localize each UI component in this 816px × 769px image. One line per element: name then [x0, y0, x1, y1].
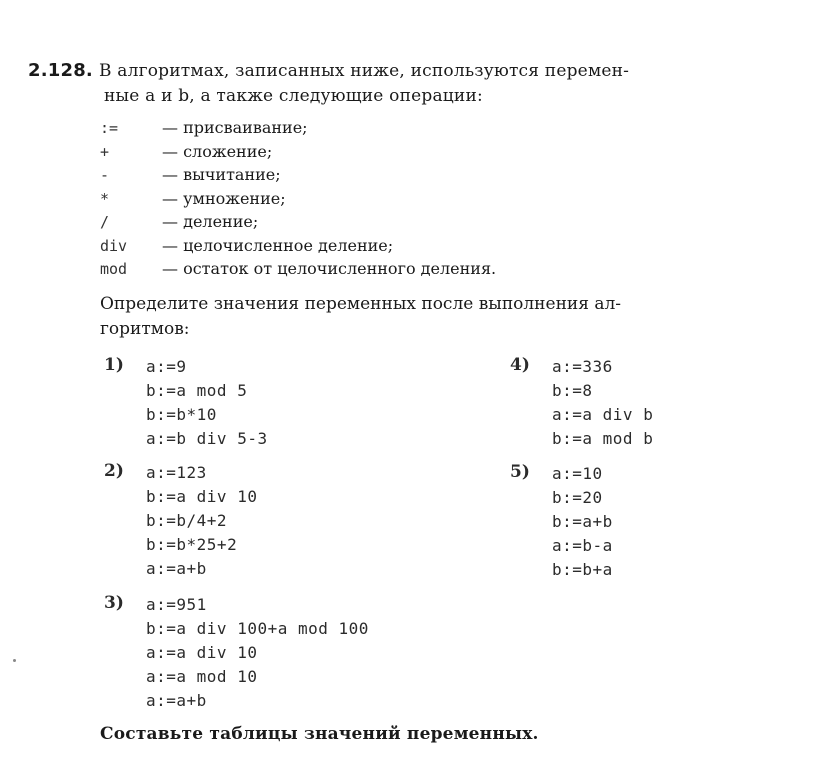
intro-line-2: ные a и b, а также следующие операции: — [104, 86, 483, 106]
op-description: — деление; — [162, 212, 259, 231]
op-description: — целочисленное деление; — [162, 235, 394, 255]
op-description: — вычитание; — [162, 165, 281, 184]
operation-multiply — [100, 187, 496, 211]
code-line: b:=b/4+2 — [146, 511, 228, 530]
scan-speck — [13, 659, 16, 662]
operation-subtract — [100, 163, 496, 187]
op-description: — присваивание; — [162, 118, 308, 137]
op-description: — остаток от целочисленного деления. — [162, 259, 497, 278]
algorithm-label: 3) — [104, 593, 124, 613]
op-description: — умножение; — [162, 188, 286, 208]
op-symbol: - — [100, 166, 110, 184]
problem-number: 2.128. — [28, 60, 93, 81]
algorithm-code — [146, 461, 257, 581]
task-text — [100, 292, 740, 342]
algorithm-code — [146, 593, 369, 713]
algorithm-code — [146, 355, 268, 451]
code-line: a:=123 — [146, 463, 207, 482]
code-line: b:=b*25+2 — [146, 535, 238, 554]
code-line: b:=8 — [552, 381, 593, 400]
code-line: a:=a+b — [146, 559, 207, 578]
op-symbol: div — [100, 236, 128, 255]
code-line: a:=336 — [552, 357, 613, 376]
code-line: a:=a div b — [552, 405, 654, 424]
op-symbol: mod — [100, 260, 128, 278]
operation-assign — [100, 116, 496, 140]
op-symbol: + — [100, 142, 110, 161]
code-line: b:=a mod b — [552, 429, 654, 448]
closing-instruction: Составьте таблицы значений переменных. — [100, 724, 539, 744]
code-line: b:=a+b — [552, 512, 613, 531]
operation-div — [100, 234, 496, 258]
code-line: a:=a mod 10 — [146, 667, 258, 686]
code-line: b:=20 — [552, 488, 603, 507]
code-line: a:=b-a — [552, 536, 613, 555]
code-line: a:=10 — [552, 464, 603, 483]
op-symbol: / — [100, 213, 110, 231]
operation-mod — [100, 257, 496, 281]
code-line: a:=a div 10 — [146, 643, 258, 662]
algorithm-label: 1) — [104, 355, 124, 375]
op-symbol: := — [100, 119, 119, 137]
code-line: a:=9 — [146, 357, 187, 376]
intro-line-1: В алгоритмах, записанных ниже, используются перемен- — [98, 61, 630, 81]
code-line: b:=b*10 — [146, 405, 217, 424]
algorithm-label: 5) — [510, 462, 530, 482]
code-line: b:=a mod 5 — [146, 381, 248, 400]
algorithm-code — [552, 462, 613, 582]
code-line: b:=b+a — [552, 560, 613, 579]
code-line: b:=a div 10 — [146, 487, 258, 506]
algorithm-label: 4) — [510, 355, 530, 375]
op-description: — сложение; — [162, 141, 273, 161]
operation-add — [100, 140, 496, 164]
operations-list — [100, 116, 496, 281]
code-line: a:=b div 5-3 — [146, 429, 268, 448]
task-line-1: Определите значения переменных после выполнения ал- — [100, 294, 622, 314]
algorithm-code — [552, 355, 653, 451]
problem-intro — [28, 58, 748, 109]
operation-divide — [100, 210, 496, 234]
algorithm-label: 2) — [104, 461, 124, 481]
code-line: a:=951 — [146, 595, 207, 614]
code-line: a:=a+b — [146, 691, 207, 710]
task-line-2: горитмов: — [100, 319, 190, 339]
code-line: b:=a div 100+a mod 100 — [146, 619, 369, 638]
op-symbol: * — [100, 189, 110, 208]
